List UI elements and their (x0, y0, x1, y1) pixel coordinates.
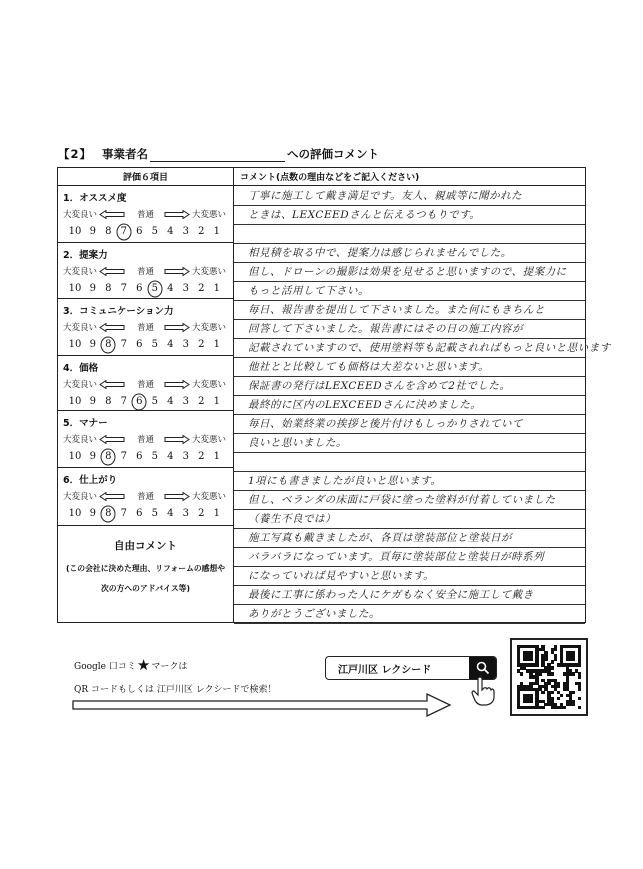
middle-label: 普通 (137, 380, 155, 390)
score-option[interactable]: 2 (198, 396, 205, 407)
scale-legend (63, 490, 233, 502)
middle-label: 普通 (137, 492, 155, 502)
ruled-line (234, 452, 585, 453)
ruled-line (234, 509, 585, 510)
criteria-row (58, 356, 233, 411)
score-option[interactable]: 6 (132, 396, 148, 407)
scale-legend (63, 321, 233, 333)
score-option[interactable]: 9 (89, 339, 96, 350)
scale-legend (63, 208, 233, 220)
score-option[interactable]: 5 (151, 396, 158, 407)
score-option[interactable]: 9 (89, 451, 96, 462)
score-option[interactable]: 4 (167, 283, 174, 294)
score-scale (63, 226, 233, 237)
score-scale (63, 283, 233, 294)
score-option[interactable]: 1 (213, 451, 220, 462)
google-review-line (74, 656, 187, 674)
criteria-title: 6．仕上がり (63, 475, 118, 486)
ruled-line (234, 338, 585, 339)
evaluation-table (57, 167, 611, 623)
handwritten-line: もっと活用して下さい。 (248, 285, 369, 297)
best-label: 大変良い (63, 323, 98, 333)
criteria-title: 2．提案力 (63, 250, 108, 261)
criteria-title: 1．オススメ度 (63, 193, 127, 204)
score-option[interactable]: 7 (116, 226, 132, 237)
worst-label: 大変悪い (192, 492, 227, 502)
handwritten-line: 丁寧に施工して戴き満足です。友人、親戚等に聞かれた (248, 190, 523, 202)
right-arrow-icon (164, 492, 190, 500)
handwritten-line: 記載されていますので、使用塗料等も記載されればもっと良いと思います (248, 342, 611, 354)
criteria-title: 3．コミュニケーション力 (63, 306, 174, 317)
search-query: 江戸川区 レクシード (338, 664, 432, 676)
ruled-line (234, 224, 585, 225)
score-option[interactable]: 4 (167, 396, 174, 407)
best-label: 大変良い (63, 492, 98, 502)
score-option[interactable]: 5 (151, 339, 158, 350)
left-arrow-icon (99, 323, 125, 331)
left-arrow-icon (99, 492, 125, 500)
score-option[interactable]: 7 (120, 283, 127, 294)
title-suffix: への評価コメント (287, 147, 380, 161)
score-option[interactable]: 8 (105, 396, 112, 407)
score-option[interactable]: 3 (182, 396, 189, 407)
scale-legend (63, 265, 233, 277)
criteria-row (58, 468, 233, 526)
score-option[interactable]: 8 (101, 508, 117, 519)
handwritten-line: 施工写真も戴きましたが、各頁は塗装部位と塗装日が (248, 532, 512, 544)
score-option[interactable]: 4 (167, 339, 174, 350)
score-option[interactable]: 10 (68, 451, 82, 462)
ruled-line (234, 604, 585, 605)
criteria-row (58, 299, 233, 356)
ruled-line (234, 471, 585, 472)
score-option[interactable]: 6 (136, 508, 143, 519)
ruled-line (234, 414, 585, 415)
worst-label: 大変悪い (192, 380, 227, 390)
score-option[interactable]: 2 (198, 451, 205, 462)
score-scale (63, 396, 233, 407)
score-option[interactable]: 3 (182, 451, 189, 462)
score-option[interactable]: 1 (213, 396, 220, 407)
free-comment-subtitle-1: (この会社に決めた理由、リフォームの感想や (65, 564, 226, 573)
ruled-line (234, 433, 585, 434)
ruled-line (234, 357, 585, 358)
score-option[interactable]: 7 (120, 508, 127, 519)
star-icon: ★ (136, 656, 151, 674)
score-option[interactable]: 10 (68, 508, 82, 519)
scale-legend (63, 433, 233, 445)
score-option[interactable]: 10 (68, 283, 82, 294)
score-option[interactable]: 4 (167, 508, 174, 519)
handwritten-line: 良いと思いました。 (248, 437, 347, 449)
right-arrow-icon (72, 692, 452, 722)
score-option[interactable]: 4 (167, 226, 174, 237)
left-arrow-icon (99, 210, 125, 218)
criteria-row (58, 243, 233, 299)
handwritten-line: 他社とと比較しても価格は大差ないと思います。 (248, 361, 490, 373)
score-option[interactable]: 9 (89, 283, 96, 294)
best-label: 大変良い (63, 267, 98, 277)
score-option[interactable]: 9 (89, 396, 96, 407)
handwritten-line: ありがとうございました。 (248, 608, 380, 620)
score-option[interactable]: 3 (182, 226, 189, 237)
handwritten-line: 但し、ドローンの撮影は効果を見せると思いますので、提案力に (248, 266, 567, 278)
criteria-title: 4．価格 (63, 363, 99, 374)
score-option[interactable]: 6 (136, 339, 143, 350)
ruled-line (234, 262, 585, 263)
handwritten-line: 最終的に区内のLEXCEEDさんに決めました。 (248, 399, 482, 411)
free-comment-label (58, 526, 233, 599)
handwritten-line: ときは、LEXCEEDさんと伝えるつもりです。 (248, 209, 481, 221)
left-arrow-icon (99, 267, 125, 275)
right-arrow-icon (164, 267, 190, 275)
qr-code[interactable] (510, 638, 588, 716)
pointing-hand-icon (470, 676, 496, 710)
worst-label: 大変悪い (192, 435, 227, 445)
right-arrow-icon (164, 435, 190, 443)
business-name-label: 事業者名 (102, 147, 149, 161)
best-label: 大変良い (63, 380, 98, 390)
score-option[interactable]: 5 (151, 508, 158, 519)
middle-label: 普通 (137, 323, 155, 333)
ruled-line (234, 300, 585, 301)
score-option[interactable]: 10 (68, 339, 82, 350)
middle-label: 普通 (137, 267, 155, 277)
score-option[interactable]: 1 (213, 339, 220, 350)
ruled-line (234, 566, 585, 567)
handwritten-line: 相見積を取る中で、提案力は感じられませんでした。 (248, 247, 512, 259)
score-option[interactable]: 5 (147, 283, 163, 294)
section-number: 【2】 (58, 147, 93, 161)
business-name-blank (150, 148, 285, 162)
score-option[interactable]: 5 (151, 226, 158, 237)
score-option[interactable]: 3 (182, 508, 189, 519)
worst-label: 大変悪い (192, 267, 227, 277)
ruled-line (234, 243, 585, 244)
google-review-text: Google 口コミ (74, 661, 136, 672)
handwritten-line: 最後に工事に係わった人にケガもなく安全に施工して戴き (248, 589, 534, 601)
ruled-line (234, 395, 585, 396)
ruled-line (234, 319, 585, 320)
score-option[interactable]: 3 (182, 283, 189, 294)
right-arrow-icon (164, 210, 190, 218)
mark-text: マークは (151, 661, 188, 672)
score-option[interactable]: 4 (167, 451, 174, 462)
score-option[interactable]: 10 (68, 226, 82, 237)
ruled-line (234, 490, 585, 491)
middle-label: 普通 (137, 435, 155, 445)
handwritten-line: 但し、ベランダの床面に戸袋に塗った塗料が付着していました (248, 494, 556, 506)
score-scale (63, 451, 233, 462)
ruled-line (234, 547, 585, 548)
qr-pattern (517, 645, 581, 709)
score-option[interactable]: 1 (213, 283, 220, 294)
handwritten-line: 保証書の発行はLEXCEEDさんを含めて2社でした。 (248, 380, 511, 392)
right-arrow-icon (164, 323, 190, 331)
score-option[interactable]: 2 (198, 508, 205, 519)
form-title (58, 144, 379, 162)
worst-label: 大変悪い (192, 210, 227, 220)
worst-label: 大変悪い (192, 323, 227, 333)
ruled-line (234, 585, 585, 586)
handwritten-line: 毎日、始業終業の挨拶と後片付けもしっかりされていて (248, 418, 523, 430)
score-option[interactable]: 3 (182, 339, 189, 350)
free-comment-subtitle-2: 次の方へのアドバイス等) (100, 584, 191, 593)
score-option[interactable]: 8 (105, 226, 112, 237)
score-option[interactable]: 9 (89, 226, 96, 237)
score-option[interactable]: 6 (136, 283, 143, 294)
best-label: 大変良い (63, 435, 98, 445)
score-scale (63, 339, 233, 350)
review-footer (60, 650, 600, 730)
ruled-line (234, 205, 585, 206)
free-comment-title: 自由コメント (114, 540, 177, 552)
right-arrow-icon (164, 380, 190, 388)
score-option[interactable]: 9 (89, 508, 96, 519)
middle-label: 普通 (137, 210, 155, 220)
criteria-row (58, 186, 233, 243)
score-option[interactable]: 8 (101, 339, 117, 350)
search-icon (476, 661, 490, 675)
comment-column (234, 168, 611, 622)
left-arrow-icon (99, 435, 125, 443)
handwritten-line: 1項にも書きましたが良いと思います。 (248, 475, 442, 487)
ruled-line (234, 376, 585, 377)
criteria-title: 5．マナー (63, 418, 108, 429)
score-option[interactable]: 8 (101, 451, 117, 462)
score-option[interactable]: 1 (213, 226, 220, 237)
score-option[interactable]: 7 (120, 451, 127, 462)
score-option[interactable]: 6 (136, 226, 143, 237)
criteria-row (58, 411, 233, 468)
handwritten-line: になっていれば見やすいと思います。 (248, 570, 435, 582)
comment-header: コメント(点数の理由などをご記入ください) (234, 168, 585, 186)
scale-legend (63, 378, 233, 390)
score-option[interactable]: 8 (105, 283, 112, 294)
qr-search-instruction: QR コードもしくは 江戸川区 レクシードで検索！ (74, 685, 277, 695)
score-option[interactable]: 1 (213, 508, 220, 519)
criteria-column (58, 168, 234, 622)
left-arrow-icon (99, 380, 125, 388)
ruled-line (234, 281, 585, 282)
score-option[interactable]: 5 (151, 451, 158, 462)
ruled-line (234, 528, 585, 529)
best-label: 大変良い (63, 210, 98, 220)
free-comment-subtitle (58, 559, 233, 599)
score-option[interactable]: 2 (198, 226, 205, 237)
score-option[interactable]: 7 (120, 396, 127, 407)
score-option[interactable]: 6 (136, 451, 143, 462)
handwritten-line: バラバラになっています。頁毎に塗装部位と塗装日が時系列 (248, 551, 545, 563)
criteria-header: 評価６項目 (58, 168, 233, 186)
ruled-line (234, 623, 585, 624)
handwritten-line: 回答して下さいました。報告書にはその日の施工内容が (248, 323, 523, 335)
handwritten-line: 毎日、報告書を提出して下さいました。また何にもきちんと (248, 304, 545, 316)
score-scale (63, 508, 233, 519)
handwritten-line: （養生不良では） (248, 513, 336, 525)
score-option[interactable]: 10 (68, 396, 82, 407)
score-option[interactable]: 2 (198, 339, 205, 350)
score-option[interactable]: 2 (198, 283, 205, 294)
score-option[interactable]: 7 (120, 339, 127, 350)
